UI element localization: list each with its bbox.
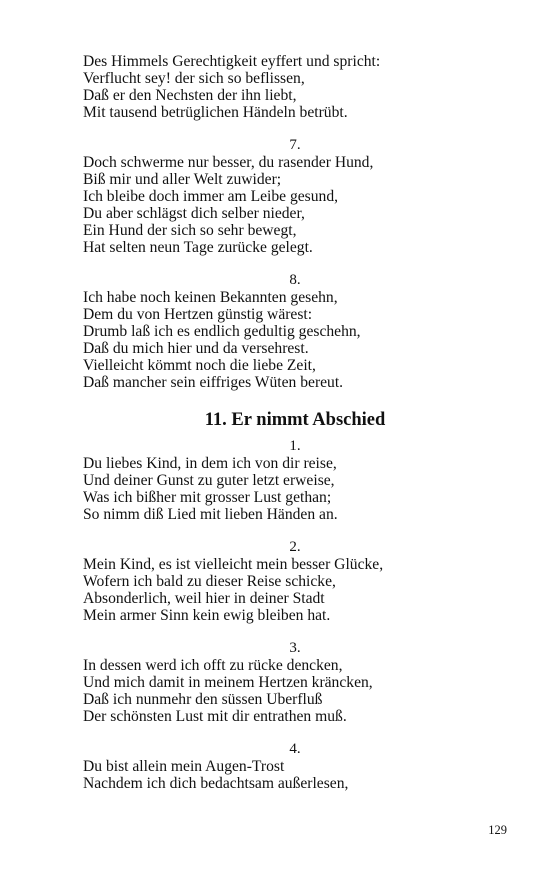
verse-line: Daß du mich hier und da versehrest.	[83, 340, 309, 357]
verse-line: Du aber schlägst dich selber nieder,	[83, 205, 305, 222]
stanza-number: 7.	[289, 137, 301, 153]
verse-line: Was ich bißher mit grosser Lust gethan;	[83, 489, 332, 506]
verse-line: Ich bleibe doch immer am Leibe gesund,	[83, 188, 339, 205]
verse-line: Doch schwerme nur besser, du rasender Hund,	[83, 154, 374, 171]
stanza-number: 4.	[289, 741, 301, 757]
verse-line: Ich habe noch keinen Bekannten gesehn,	[83, 289, 338, 306]
verse-line: Dem du von Hertzen günstig wärest:	[83, 306, 313, 323]
page-number: 129	[488, 823, 507, 837]
stanza-number: 2.	[289, 539, 301, 555]
verse-line: So nimm diß Lied mit lieben Händen an.	[83, 506, 338, 523]
stanza-number: 8.	[289, 272, 301, 288]
verse-line: Biß mir und aller Welt zuwider;	[83, 171, 282, 188]
verse-line: Des Himmels Gerechtigkeit eyffert und spricht:	[83, 53, 381, 70]
verse-line: Daß ich nunmehr den süssen Uberfluß	[83, 691, 323, 708]
verse-line: Vielleicht kömmt noch die liebe Zeit,	[83, 357, 316, 374]
verse-line: Und mich damit in meinem Hertzen kräncken,	[83, 674, 373, 691]
verse-line: Wofern ich bald zu dieser Reise schicke,	[83, 573, 336, 590]
stanza-number: 3.	[289, 640, 301, 656]
verse-line: Der schönsten Lust mit dir entrathen muß.	[83, 708, 347, 725]
verse-line: Mein armer Sinn kein ewig bleiben hat.	[83, 607, 331, 624]
poem-title: 11. Er nimmt Abschied	[204, 410, 386, 430]
verse-line: Daß er den Nechsten der ihn liebt,	[83, 87, 297, 104]
verse-line: Du liebes Kind, in dem ich von dir reise,	[83, 455, 337, 472]
verse-line: Du bist allein mein Augen-Trost	[83, 758, 285, 775]
verse-line: Mit tausend betrüglichen Händeln betrübt.	[83, 104, 348, 121]
stanza-number: 1.	[289, 438, 301, 454]
verse-line: In dessen werd ich offt zu rücke dencken,	[83, 657, 343, 674]
verse-line: Drumb laß ich es endlich gedultig geschehn,	[83, 323, 361, 340]
verse-line: Und deiner Gunst zu guter letzt erweise,	[83, 472, 335, 489]
verse-line: Hat selten neun Tage zurücke gelegt.	[83, 239, 313, 256]
verse-line: Mein Kind, es ist vielleicht mein besser Glücke,	[83, 556, 384, 573]
verse-line: Ein Hund der sich so sehr bewegt,	[83, 222, 297, 239]
verse-line: Absonderlich, weil hier in deiner Stadt	[83, 590, 325, 607]
verse-line: Daß mancher sein eiffriges Wüten bereut.	[83, 374, 344, 391]
verse-line: Verflucht sey! der sich so beflissen,	[83, 70, 305, 87]
verse-line: Nachdem ich dich bedachtsam außerlesen,	[83, 775, 349, 792]
